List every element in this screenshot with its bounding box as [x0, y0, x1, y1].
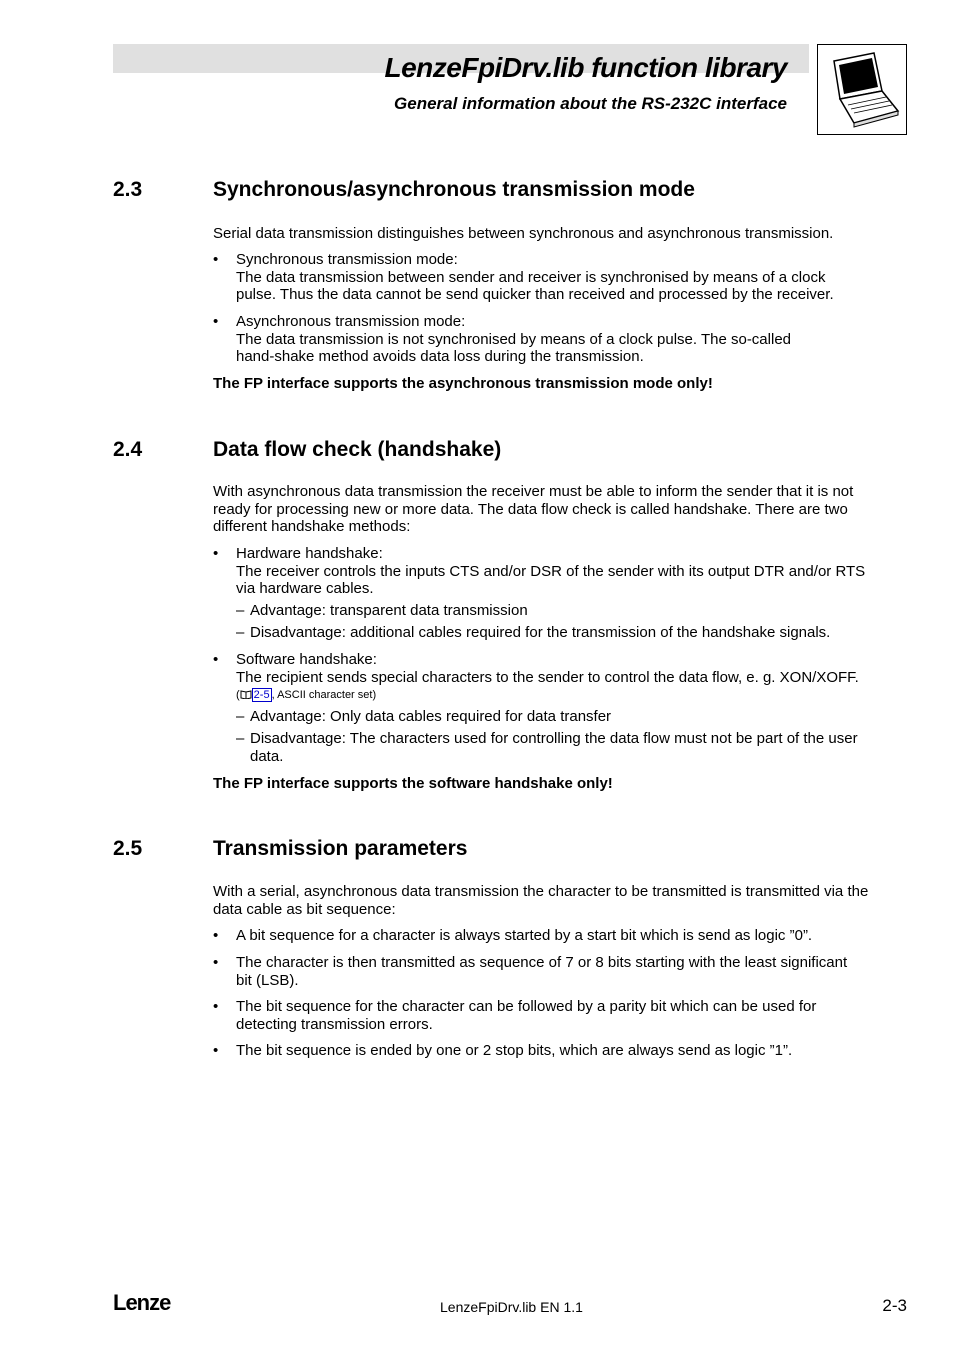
paragraph-line: With a serial, asynchronous data transmission the character to be transmitted is transmitted via the: [213, 883, 869, 900]
note-text: The FP interface supports the asynchronous transmission mode only!: [213, 375, 713, 392]
list-item: [236, 313, 909, 366]
list-item-line: bit (LSB).: [236, 971, 299, 989]
paragraph: Serial data transmission distinguishes between synchronous and asynchronous transmission.: [213, 225, 834, 242]
book-icon: [240, 690, 252, 699]
list-item: [236, 998, 909, 1033]
page-reference-link[interactable]: 2-5: [253, 689, 270, 701]
sub-list-item-text: Advantage: Only data cables required for data transfer: [250, 708, 612, 725]
list-item-line: The recipient sends special characters to the sender to control the data flow, e. g. XON/XOFF.: [236, 668, 859, 686]
bullet-marker: •: [213, 545, 219, 562]
list-item-line: Software handshake:: [236, 651, 377, 668]
ref-rest: , ASCII character set): [271, 689, 377, 701]
document-subtitle: General information about the RS-232C interface: [394, 94, 787, 113]
list-item: [236, 545, 909, 598]
cross-reference: [236, 689, 376, 702]
dash-marker: –: [236, 602, 245, 619]
bullet-marker: •: [213, 998, 219, 1015]
list-item: [236, 1042, 909, 1060]
paragraph-line: With asynchronous data transmission the receiver must be able to inform the sender that it is not: [213, 483, 854, 500]
list-item: [236, 651, 909, 686]
list-item-line: A bit sequence for a character is always started by a start bit which is send as logic ”0”.: [236, 927, 813, 944]
list-item-line: The character is then transmitted as sequence of 7 or 8 bits starting with the least significant: [236, 954, 848, 971]
bullet-marker: •: [213, 927, 219, 944]
paragraph: [213, 883, 909, 918]
list-item-line: Hardware handshake:: [236, 545, 383, 562]
sub-list-item: [236, 602, 909, 620]
sub-list-item-line: data.: [250, 747, 284, 765]
paragraph-line: ready for processing new or more data. The data flow check is called handshake. There are two: [213, 500, 848, 518]
list-item-line: The data transmission is not synchronised by means of a clock pulse. The so-called: [236, 330, 791, 348]
list-item-line: detecting transmission errors.: [236, 1015, 433, 1033]
section-heading: Synchronous/asynchronous transmission mode: [213, 178, 695, 201]
sub-list-item: [236, 708, 909, 726]
list-item-line: via hardware cables.: [236, 580, 374, 598]
dash-marker: –: [236, 730, 245, 747]
note-text: The FP interface supports the software handshake only!: [213, 775, 613, 792]
bullet-marker: •: [213, 251, 219, 268]
paragraph-line: data cable as bit sequence:: [213, 900, 396, 918]
section-heading: Data flow check (handshake): [213, 438, 502, 461]
sub-list-item: [236, 624, 909, 642]
list-item-line: pulse. Thus the data cannot be send quicker than received and processed by the receiver.: [236, 286, 834, 304]
page-number: 2-3: [882, 1296, 907, 1315]
list-item-line: Asynchronous transmission mode:: [236, 313, 466, 330]
bullet-marker: •: [213, 954, 219, 971]
laptop-icon: [817, 44, 907, 135]
section-number: 2.3: [113, 178, 143, 201]
bullet-marker: •: [213, 1042, 219, 1059]
dash-marker: –: [236, 708, 245, 725]
list-item-line: The bit sequence is ended by one or 2 stop bits, which are always send as logic ”1”.: [236, 1042, 793, 1059]
list-item: [236, 927, 909, 945]
list-item-line: Synchronous transmission mode:: [236, 251, 458, 268]
lenze-logo: Lenze: [113, 1290, 171, 1315]
dash-marker: –: [236, 624, 245, 641]
list-item-line: hand-shake method avoids data loss during the transmission.: [236, 348, 644, 366]
section-number: 2.4: [113, 438, 143, 461]
paragraph: [213, 483, 909, 536]
ref-open: (: [236, 689, 240, 701]
sub-list-item-text: Disadvantage: additional cables required for the transmission of the handshake signals.: [250, 624, 831, 641]
list-item-line: The receiver controls the inputs CTS and/or DSR of the sender with its output DTR and/or RTS: [236, 562, 866, 580]
list-item: [236, 954, 909, 989]
list-item-line: The bit sequence for the character can be followed by a parity bit which can be used for: [236, 998, 817, 1015]
sub-list-item-text: [250, 730, 909, 765]
sub-list-item-text: Advantage: transparent data transmission: [250, 602, 528, 619]
sub-list-item: [236, 730, 909, 765]
bullet-marker: •: [213, 651, 219, 668]
document-title: LenzeFpiDrv.lib function library: [384, 52, 787, 83]
sub-list-item-line: Disadvantage: The characters used for controlling the data flow must not be part of the user: [250, 730, 858, 747]
list-item: [236, 251, 909, 304]
bullet-marker: •: [213, 313, 219, 330]
list-item-line: The data transmission between sender and receiver is synchronised by means of a clock: [236, 268, 826, 286]
paragraph-line: different handshake methods:: [213, 518, 411, 536]
section-heading: Transmission parameters: [213, 837, 468, 860]
section-number: 2.5: [113, 837, 143, 860]
footer-document-id: LenzeFpiDrv.lib EN 1.1: [440, 1299, 583, 1315]
